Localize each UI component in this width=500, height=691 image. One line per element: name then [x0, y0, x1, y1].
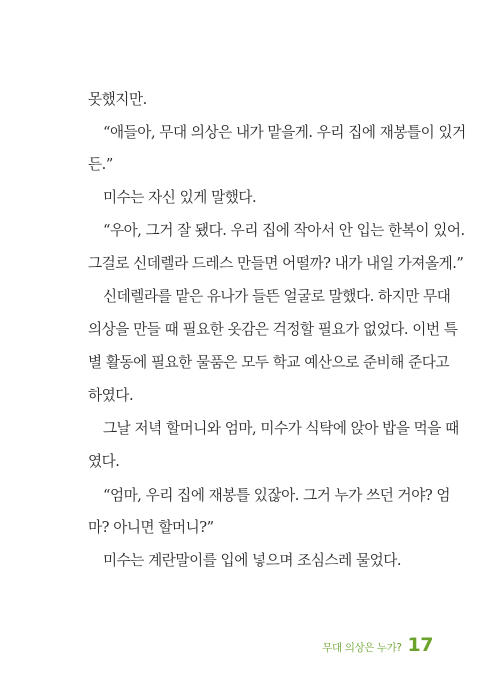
text-line-9: 별 활동에 필요한 물품은 모두 학교 예산으로 준비해 준다고	[88, 354, 450, 371]
text-line-5: “우아, 그거 잘 됐다. 우리 집에 작아서 안 입는 한복이 있어.	[103, 222, 465, 239]
text-line-4: 미수는 자신 있게 말했다.	[103, 189, 257, 206]
running-title: 무대 의상은 누가?	[322, 642, 402, 654]
text-line-14: 마? 아니면 할머니?”	[88, 519, 214, 536]
text-line-15: 미수는 계란말이를 입에 넣으며 조심스레 물었다.	[103, 552, 402, 569]
text-line-7: 신데렐라를 맡은 유나가 들뜬 얼굴로 말했다. 하지만 무대	[103, 288, 451, 305]
text-line-13: “엄마, 우리 집에 재봉틀 있잖아. 그거 누가 쓰던 거야? 엄	[103, 487, 451, 504]
text-line-3: 든.”	[88, 156, 113, 173]
text-line-11: 그날 저녁 할머니와 엄마, 미수가 식탁에 앉아 밥을 먹을 때	[103, 420, 459, 437]
text-line-6: 그걸로 신데렐라 드레스 만들면 어떨까? 내가 내일 가져올게.”	[88, 255, 464, 272]
text-line-8: 의상을 만들 때 필요한 옷감은 걱정할 필요가 없었다. 이번 특	[88, 321, 458, 338]
text-line-12: 였다.	[88, 453, 120, 470]
page-number: 17	[407, 634, 433, 656]
text-line-10: 하였다.	[88, 387, 134, 404]
page-footer	[322, 634, 433, 656]
text-line-1: 못했지만.	[88, 91, 147, 108]
text-line-2: “애들아, 무대 의상은 내가 맡을게. 우리 집에 재봉틀이 있거	[103, 124, 466, 141]
